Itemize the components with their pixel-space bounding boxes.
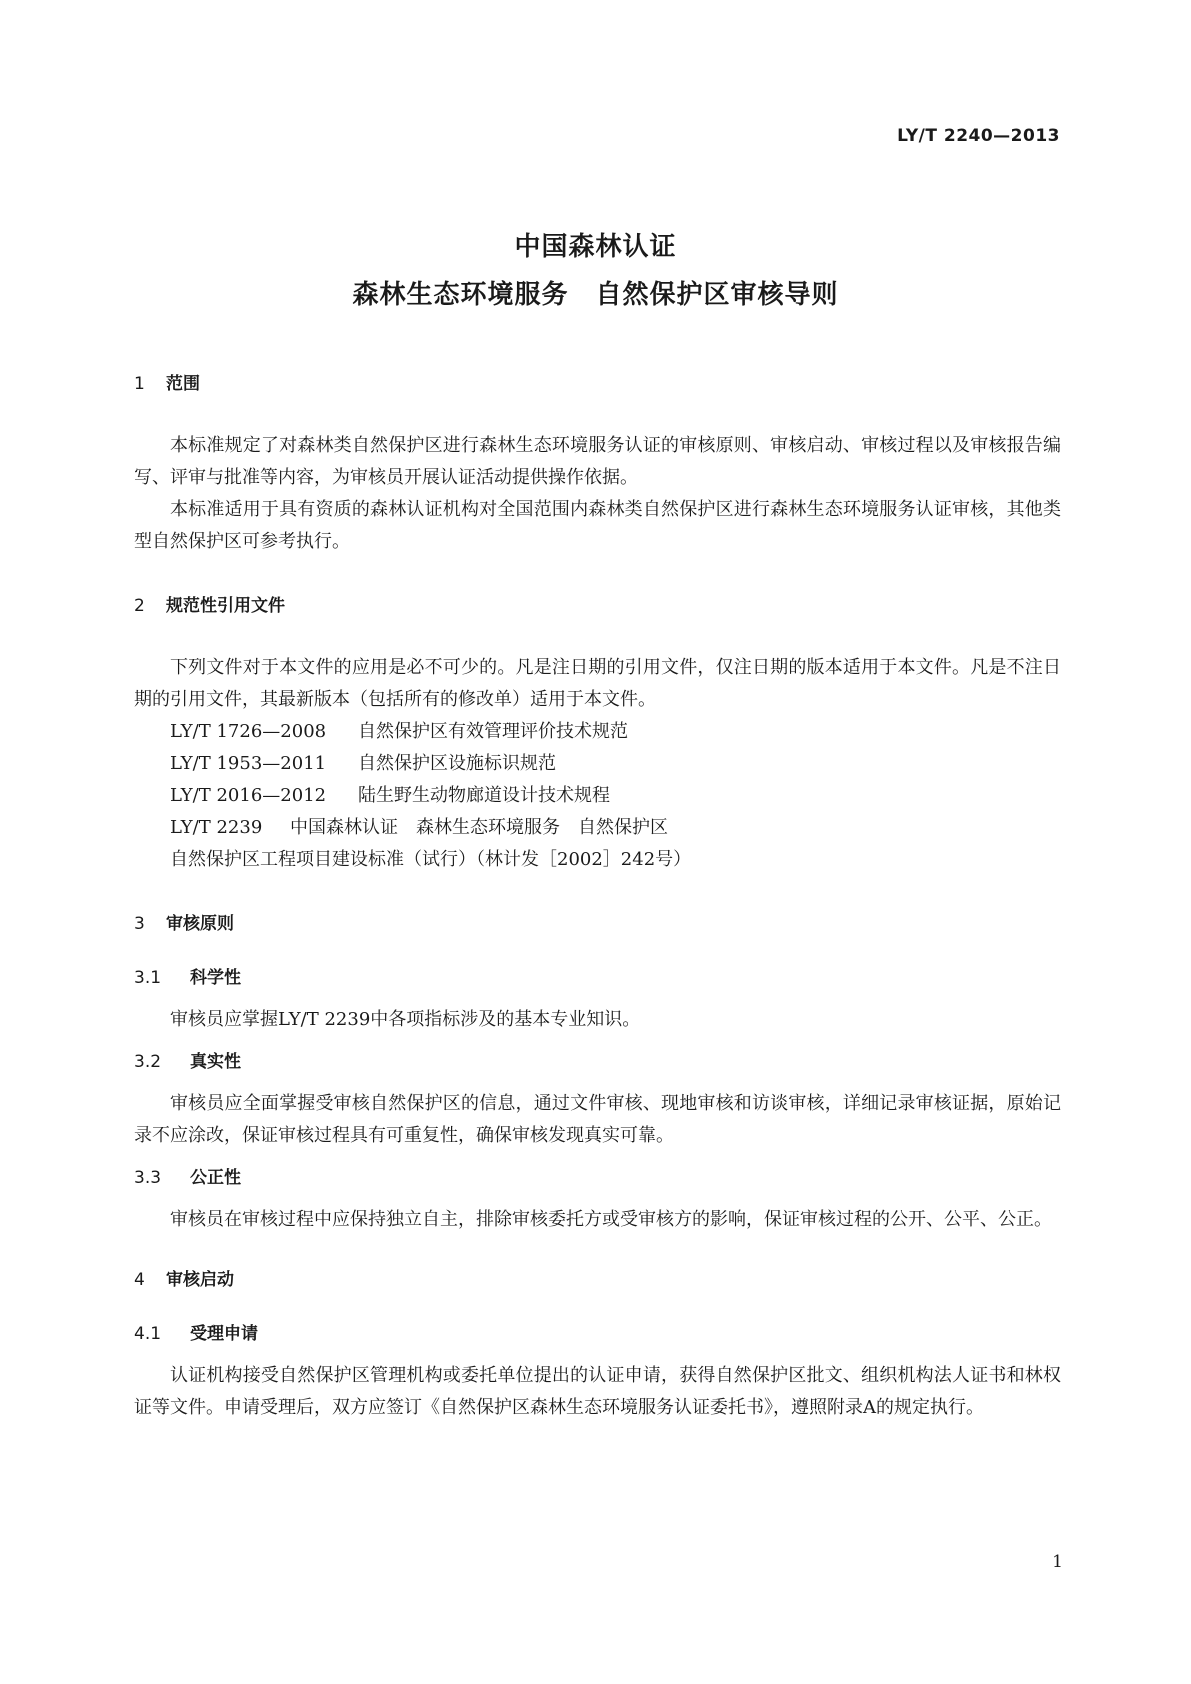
page-number: 1 bbox=[1052, 1552, 1063, 1572]
reference-item: 自然保护区工程项目建设标准（试行）（林计发［2002］242号） bbox=[170, 849, 692, 870]
section-heading-2 bbox=[134, 594, 1061, 618]
reference-title: 自然保护区设施标识规范 bbox=[358, 753, 556, 774]
reference-item bbox=[134, 812, 1061, 844]
subsection-number: 3.1 bbox=[134, 968, 162, 988]
subsection-number: 4.1 bbox=[134, 1324, 162, 1344]
reference-item bbox=[134, 716, 1061, 748]
document-body bbox=[134, 372, 1061, 1424]
title-line-1: 中国森林认证 bbox=[514, 232, 677, 262]
section-number: 4 bbox=[134, 1270, 145, 1290]
reference-code: LY/T 2239 bbox=[170, 817, 263, 838]
paragraph: 审核员应全面掌握受审核自然保护区的信息，通过文件审核、现地审核和访谈审核，详细记录审核证据，原始记录不应涂改，保证审核过程具有可重复性，确保审核发现真实可靠。 bbox=[134, 1093, 1061, 1146]
section-number: 3 bbox=[134, 914, 145, 934]
reference-code: LY/T 1726—2008 bbox=[170, 721, 327, 742]
subsection-number: 3.2 bbox=[134, 1052, 162, 1072]
reference-title: 自然保护区有效管理评价技术规范 bbox=[358, 721, 628, 742]
reference-code: LY/T 1953—2011 bbox=[170, 753, 327, 774]
paragraph: 审核员应掌握LY/T 2239中各项指标涉及的基本专业知识。 bbox=[170, 1009, 641, 1030]
paragraph: 下列文件对于本文件的应用是必不可少的。凡是注日期的引用文件，仅注日期的版本适用于本文件。凡是不注日期的引用文件，其最新版本（包括所有的修改单）适用于本文件。 bbox=[134, 657, 1061, 710]
reference-code: LY/T 2016—2012 bbox=[170, 785, 327, 806]
section-title: 规范性引用文件 bbox=[166, 596, 285, 616]
section-number: 2 bbox=[134, 596, 145, 616]
subsection-title: 受理申请 bbox=[190, 1324, 258, 1344]
subsection-title: 公正性 bbox=[190, 1168, 241, 1188]
section-title: 审核原则 bbox=[166, 914, 234, 934]
section-heading-4 bbox=[134, 1268, 1061, 1292]
reference-title: 中国森林认证 森林生态环境服务 自然保护区 bbox=[290, 817, 668, 838]
subsection-title: 科学性 bbox=[190, 968, 241, 988]
subsection-heading-3-2 bbox=[134, 1050, 1061, 1074]
section-number: 1 bbox=[134, 374, 145, 394]
section-title: 审核启动 bbox=[166, 1270, 234, 1290]
paragraph: 本标准规定了对森林类自然保护区进行森林生态环境服务认证的审核原则、审核启动、审核过程以及审核报告编写、评审与批准等内容，为审核员开展认证活动提供操作依据。 bbox=[134, 435, 1061, 488]
subsection-heading-4-1 bbox=[134, 1322, 1061, 1346]
subsection-title: 真实性 bbox=[190, 1052, 241, 1072]
section-title: 范围 bbox=[166, 374, 200, 394]
subsection-heading-3-3 bbox=[134, 1166, 1061, 1190]
reference-item bbox=[134, 780, 1061, 812]
paragraph: 本标准适用于具有资质的森林认证机构对全国范围内森林类自然保护区进行森林生态环境服务认证审核，其他类型自然保护区可参考执行。 bbox=[134, 499, 1061, 552]
title-line-2: 森林生态环境服务 自然保护区审核导则 bbox=[352, 280, 839, 310]
section-heading-3 bbox=[134, 912, 1061, 936]
subsection-heading-3-1 bbox=[134, 966, 1061, 990]
reference-item bbox=[134, 748, 1061, 780]
reference-title: 陆生野生动物廊道设计技术规程 bbox=[358, 785, 610, 806]
paragraph: 审核员在审核过程中应保持独立自主，排除审核委托方或受审核方的影响，保证审核过程的公开、公平、公正。 bbox=[170, 1209, 1052, 1230]
standard-number: LY/T 2240—2013 bbox=[897, 126, 1060, 146]
subsection-number: 3.3 bbox=[134, 1168, 162, 1188]
section-heading-1 bbox=[134, 372, 1061, 396]
paragraph: 认证机构接受自然保护区管理机构或委托单位提出的认证申请，获得自然保护区批文、组织机构法人证书和林权证等文件。申请受理后，双方应签订《自然保护区森林生态环境服务认证委托书》，遵照附录A的规定执行。 bbox=[134, 1365, 1061, 1418]
